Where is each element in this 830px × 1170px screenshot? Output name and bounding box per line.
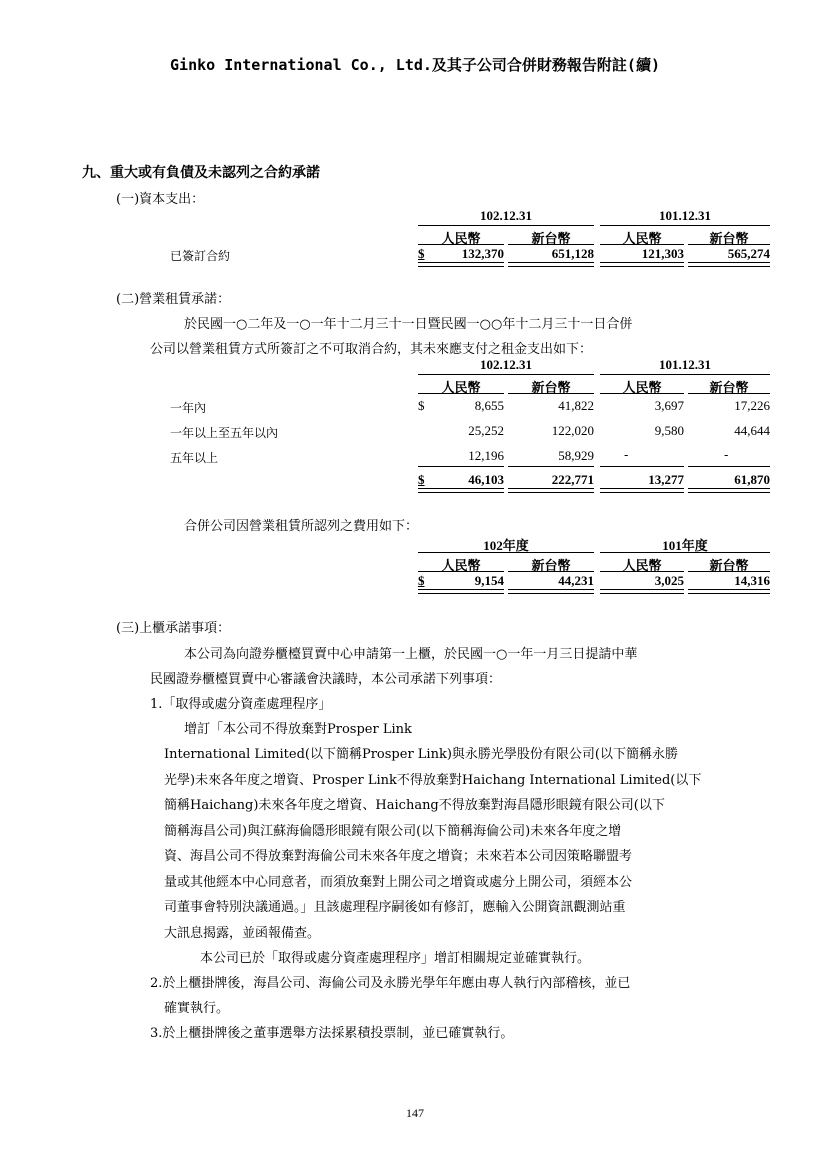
lease-intro-line-2: 公司以營業租賃方式所簽訂之不可取消合約，其未來應支付之租金支出如下： <box>150 342 593 357</box>
divider <box>600 225 770 226</box>
expense-col-rmb-101: 人民幣 <box>622 558 662 573</box>
lease-row-value: 12,196 <box>468 448 504 463</box>
double-underline <box>508 488 594 493</box>
expense-value: 14,316 <box>734 573 770 588</box>
divider <box>688 571 770 572</box>
lease-period-102: 102.12.31 <box>480 357 532 372</box>
divider <box>418 393 504 394</box>
expense-col-rmb-102: 人民幣 <box>441 558 481 573</box>
capital-period-101: 101.12.31 <box>659 208 711 223</box>
lease-col-rmb-102: 人民幣 <box>441 380 481 395</box>
listing-item-1-title: 1.「取得或處分資產處理程序」 <box>150 697 332 712</box>
lease-total-value: 46,103 <box>468 472 504 487</box>
lease-col-ntd-101: 新台幣 <box>709 380 749 395</box>
lease-label: (二)營業租賃承諾： <box>116 292 231 307</box>
lease-row-value: 9,580 <box>654 423 684 438</box>
divider <box>508 571 594 572</box>
listing-item-1-line: 本公司已於「取得或處分資產處理程序」增訂相關規定並確實執行。 <box>200 951 591 966</box>
double-underline <box>688 589 770 594</box>
lease-row-label: 一年以上至五年以內 <box>170 426 279 440</box>
lease-row-label: 一年內 <box>170 401 207 415</box>
divider <box>508 244 594 245</box>
lease-total-value: 61,870 <box>734 472 770 487</box>
divider <box>600 374 770 375</box>
lease-total-dollar: $ <box>418 472 425 487</box>
double-underline <box>688 262 770 267</box>
capital-col-rmb-101: 人民幣 <box>622 231 662 246</box>
divider <box>600 393 684 394</box>
listing-item-1-line: International Limited(以下簡稱Prosper Link)與永勝光學股份有限公司(以下簡稱永勝 <box>164 747 678 762</box>
capital-col-ntd-102: 新台幣 <box>531 231 571 246</box>
listing-item-3: 3.於上櫃掛牌後之董事選舉方法採累積投票制，並已確實執行。 <box>150 1026 514 1041</box>
capital-value: 565,274 <box>727 246 770 261</box>
lease-row-value: 3,697 <box>654 398 684 413</box>
lease-row-label: 五年以上 <box>170 451 219 465</box>
lease-intro-line-1: 於民國一○二年及一○一年十二月三十一日暨民國一○○年十二月三十一日合併 <box>184 317 633 332</box>
capital-value: 132,370 <box>461 246 504 261</box>
listing-item-1-line: 量或其他經本中心同意者，而須放棄對上開公司之增資或處分上開公司，須經本公 <box>164 875 633 890</box>
double-underline <box>688 488 770 493</box>
listing-item-2-line-1: 2.於上櫃掛牌後，海昌公司、海倫公司及永勝光學年年應由專人執行內部稽核，並已 <box>150 976 631 991</box>
lease-total-value: 222,771 <box>551 472 594 487</box>
divider <box>688 244 770 245</box>
listing-paragraph-line-2: 民國證券櫃檯買賣中心審議會決議時，本公司承諾下列事項： <box>150 672 502 687</box>
section-title: 九、重大或有負債及未認列之合約承諾 <box>82 165 320 181</box>
listing-label: (三)上櫃承諾事項： <box>116 621 231 636</box>
expense-value: 9,154 <box>474 573 504 588</box>
expense-value: 3,025 <box>654 573 684 588</box>
divider <box>418 571 504 572</box>
divider <box>600 244 684 245</box>
lease-row-value: 58,929 <box>558 448 594 463</box>
lease-col-ntd-102: 新台幣 <box>531 380 571 395</box>
lease-row-value: 17,226 <box>734 398 770 413</box>
lease-total-value: 13,277 <box>648 472 684 487</box>
divider <box>418 552 594 553</box>
listing-item-1-line: 資、海昌公司不得放棄對海倫公司未來各年度之增資；未來若本公司因策略聯盟考 <box>164 849 633 864</box>
double-underline <box>600 488 684 493</box>
double-underline <box>508 262 594 267</box>
expense-value: 44,231 <box>558 573 594 588</box>
lease-row-dollar: $ <box>418 398 425 413</box>
listing-item-1-line: 簡稱Haichang)未來各年度之增資、Haichang不得放棄對海昌隱形眼鏡有限公司(以下 <box>164 798 665 813</box>
expense-period-101: 101年度 <box>662 538 708 553</box>
double-underline <box>600 589 684 594</box>
divider <box>688 466 770 467</box>
listing-item-1-line: 司董事會特別決議通過。」且該處理程序嗣後如有修訂，應輸入公開資訊觀測站重 <box>164 900 626 915</box>
divider <box>508 466 594 467</box>
lease-row-value: 8,655 <box>474 398 504 413</box>
listing-item-1-line: 簡稱海昌公司)與江蘇海倫隱形眼鏡有限公司(以下簡稱海倫公司)未來各年度之增 <box>164 824 622 839</box>
expense-period-102: 102年度 <box>483 538 529 553</box>
double-underline <box>418 589 504 594</box>
capital-dollar: $ <box>418 246 425 261</box>
double-underline <box>508 589 594 594</box>
divider <box>688 393 770 394</box>
double-underline <box>600 262 684 267</box>
capital-value: 651,128 <box>551 246 594 261</box>
lease-row-value: 25,252 <box>468 423 504 438</box>
capital-row-label: 已簽訂合約 <box>170 249 231 263</box>
capital-col-rmb-102: 人民幣 <box>441 231 481 246</box>
lease-row-value: 44,644 <box>734 423 770 438</box>
report-header: Ginko International Co., Ltd.及其子公司合併財務報告附註(續) <box>170 56 660 74</box>
lease-period-101: 101.12.31 <box>659 357 711 372</box>
lease-row-value: 122,020 <box>551 423 594 438</box>
double-underline <box>418 262 504 267</box>
capital-period-102: 102.12.31 <box>480 208 532 223</box>
listing-item-1-line: 增訂「本公司不得放棄對Prosper Link <box>184 722 412 737</box>
listing-paragraph-line-1: 本公司為向證券櫃檯買賣中心申請第一上櫃，於民國一○一年一月三日提請中華 <box>184 647 638 662</box>
listing-item-1-line: 大訊息揭露，並函報備查。 <box>164 926 321 941</box>
divider <box>418 466 504 467</box>
lease-row-value: 41,822 <box>558 398 594 413</box>
capital-col-ntd-101: 新台幣 <box>709 231 749 246</box>
lease-row-value: - <box>624 448 629 463</box>
lease-expense-intro: 合併公司因營業租賃所認列之費用如下： <box>184 519 419 534</box>
listing-item-2-line-2: 確實執行。 <box>164 1001 230 1016</box>
divider <box>418 374 594 375</box>
double-underline <box>418 488 504 493</box>
divider <box>600 466 684 467</box>
lease-col-rmb-101: 人民幣 <box>622 380 662 395</box>
expense-dollar: $ <box>418 573 425 588</box>
divider <box>418 244 504 245</box>
expense-col-ntd-102: 新台幣 <box>531 558 571 573</box>
divider <box>418 225 594 226</box>
divider <box>508 393 594 394</box>
listing-item-1-line: 光學)未來各年度之增資、Prosper Link不得放棄對Haichang International Limited(以下 <box>164 773 702 788</box>
expense-col-ntd-101: 新台幣 <box>709 558 749 573</box>
lease-row-value: - <box>724 448 729 463</box>
page-number: 147 <box>406 1106 424 1120</box>
divider <box>600 552 770 553</box>
capital-label: (一)資本支出： <box>116 192 205 207</box>
divider <box>600 571 684 572</box>
capital-value: 121,303 <box>641 246 684 261</box>
